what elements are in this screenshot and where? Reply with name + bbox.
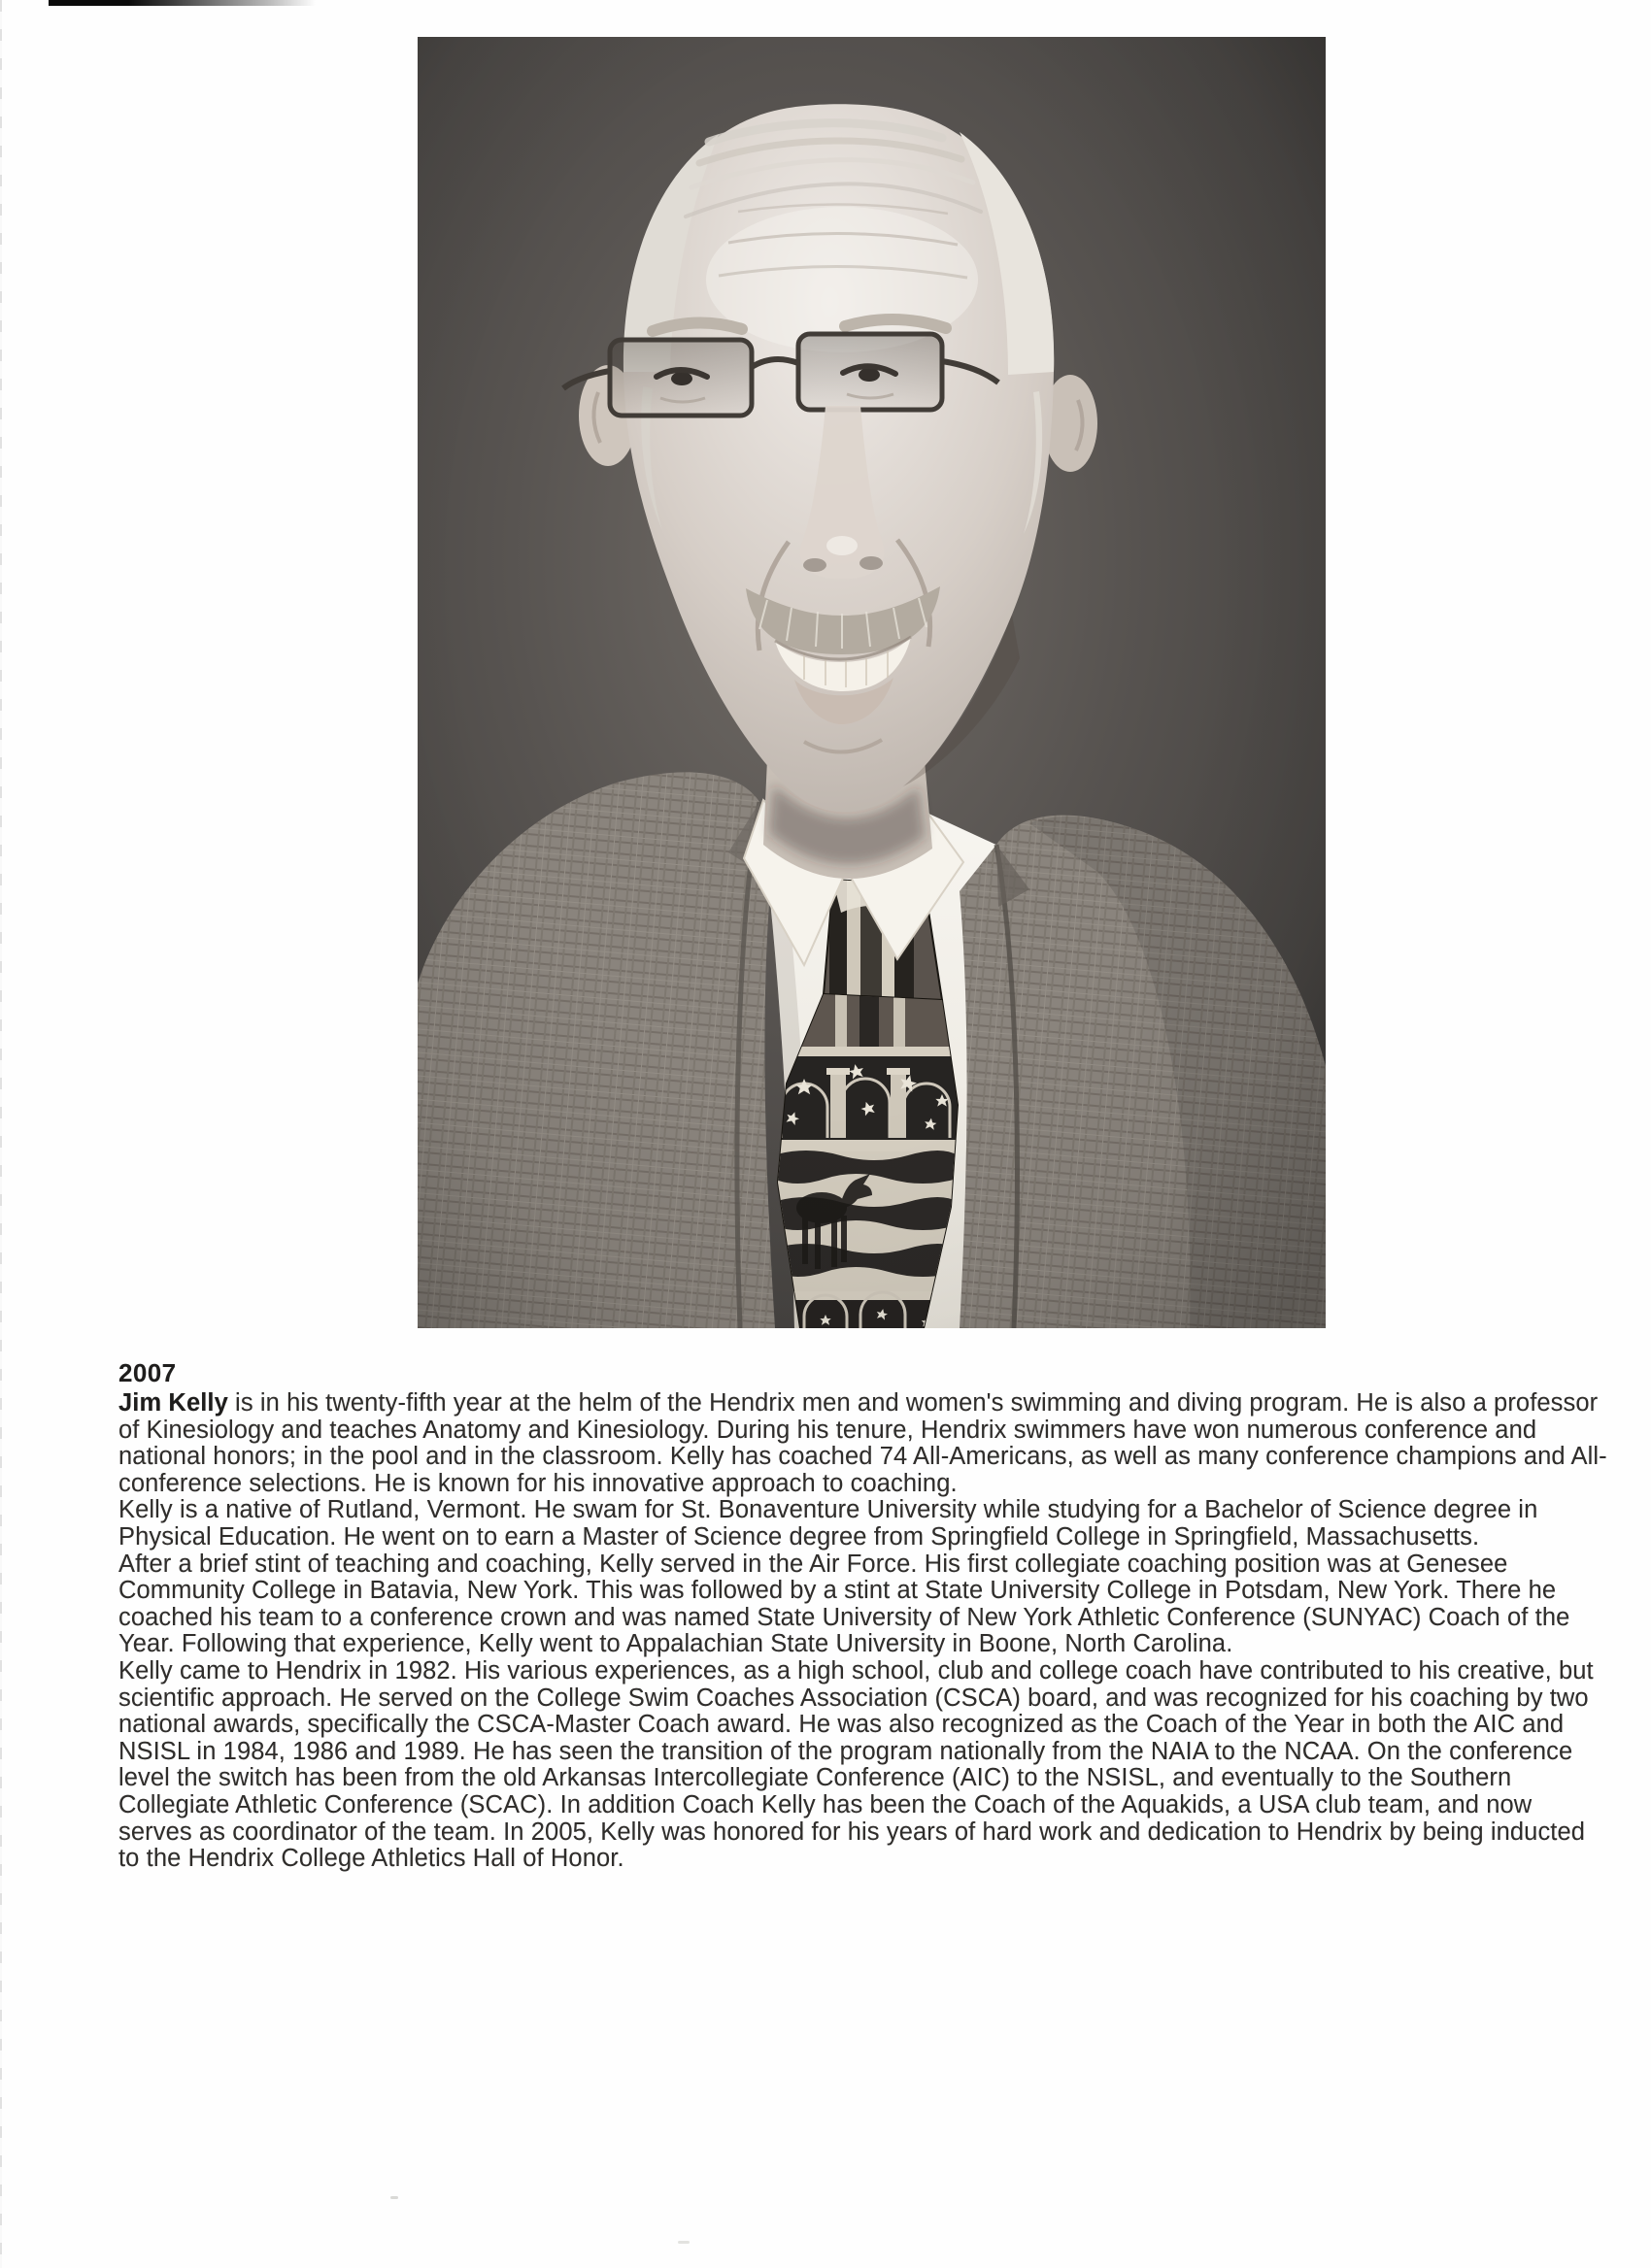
year-heading: 2007 xyxy=(118,1358,177,1387)
photo-vignette xyxy=(418,37,1326,1328)
bio-paragraph-1 xyxy=(118,1390,1611,1497)
portrait-photo xyxy=(418,37,1326,1328)
bio-paragraph-2: Kelly is a native of Rutland, Vermont. He swam for St. Bonaventure University while studying for a Bachelor of Science degree in Physical Education. He went on to earn a Master of Science degree from Springfield College in Springfield, Massachusetts. xyxy=(118,1496,1538,1551)
bio-paragraph-3: After a brief stint of teaching and coaching, Kelly served in the Air Force. His first collegiate coaching position was at Genesee Community College in Batavia, New York. This was followed by a stint at State University College in Potsdam, New York. There he coached his team to a conference crown and was named State University of New York Athletic Conference (SUNYAC) Coach of the Year. Following that experience, Kelly went to Appalachian State University in Boone, North Carolina. xyxy=(118,1550,1570,1658)
scan-artifact-top-edge xyxy=(49,0,316,6)
scan-artifact-left-edge xyxy=(0,0,2,2268)
scan-artifact-smudge xyxy=(678,2241,690,2244)
portrait-photo-image xyxy=(418,37,1326,1328)
bio-paragraph-1-text: is in his twenty-fifth year at the helm of the Hendrix men and women's swimming and diving program. He is also a professor of Kinesiology and teaches Anatomy and Kinesiology. During his tenure, Hendrix swimmers have won numerous conference and national honors; in the pool and in the classroom. Kelly has coached 74 All-Americans, as well as many conference champions and All-conference selections. He is known for his innovative approach to coaching. xyxy=(118,1389,1607,1497)
person-name: Jim Kelly xyxy=(118,1389,228,1417)
bio-text-block xyxy=(118,1358,1611,1873)
bio-paragraph-4: Kelly came to Hendrix in 1982. His various experiences, as a high school, club and college coach have contributed to his creative, but scientific approach. He served on the College Swim Coaches Association (CSCA) board, and was recognized for his coaching by two national awards, specifically the CSCA-Master Coach award. He was also recognized as the Coach of the Year in both the AIC and NSISL in 1984, 1986 and 1989. He has seen the transition of the program nationally from the NAIA to the NCAA. On the conference level the switch has been from the old Arkansas Intercollegiate Conference (AIC) to the NSISL, and eventually to the Southern Collegiate Athletic Conference (SCAC). In addition Coach Kelly has been the Coach of the Aquakids, a USA club team, and now serves as coordinator of the team. In 2005, Kelly was honored for his years of hard work and dedication to Hendrix by being inducted to the Hendrix College Athletics Hall of Honor. xyxy=(118,1656,1594,1873)
scan-artifact-smudge xyxy=(390,2196,398,2199)
